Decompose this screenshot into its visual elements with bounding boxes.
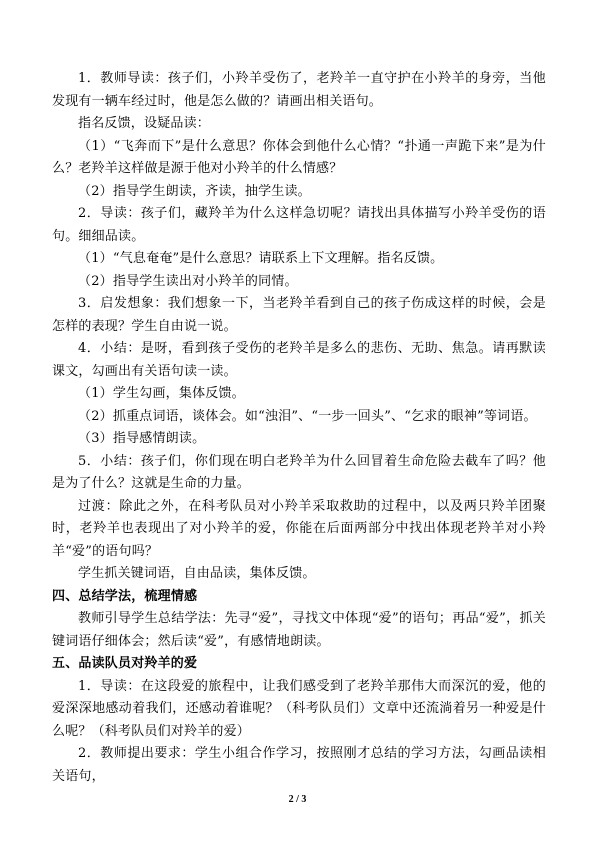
section-heading: 四、总结学法，梳理情感 xyxy=(52,588,198,604)
paragraph: （1）“气息奄奄”是什么意思？请联系上下文理解。指名反馈。 xyxy=(78,251,444,266)
paragraph: 指名反馈，设疑品读： xyxy=(78,116,211,131)
paragraph: （2）指导学生朗读，齐读，抽学生读。 xyxy=(78,183,311,199)
paragraph: 1．教师导读：孩子们，小羚羊受伤了，老羚羊一直守护在小羚羊的身旁，当他发现有一辆车经过时，他是怎么做的？请画出相关语句。 xyxy=(52,71,546,109)
section-heading: 五、品读队员对羚羊的爱 xyxy=(52,656,198,671)
paragraph: 2．教师提出要求：学生小组合作学习，按照刚才总结的学习方法，勾画品读相关语句， xyxy=(52,746,546,784)
paragraph: （2）抓重点词语，谈体会。如“浊泪”、“一步一回头”、“乞求的眼神”等词语。 xyxy=(78,408,537,424)
paragraph: 学生抓关键词语，自由品读，集体反馈。 xyxy=(78,566,316,581)
document-body xyxy=(52,68,546,788)
paragraph: （2）指导学生读出对小羚羊的同情。 xyxy=(78,273,298,289)
paragraph: 2．导读：孩子们，藏羚羊为什么这样急切呢？请找出具体描写小羚羊受伤的语句。细细品读。 xyxy=(52,206,546,244)
paragraph: 5．小结：孩子们，你们现在明白老羚羊为什么回冒着生命危险去截车了吗？他是为了什么？这就是生命的力量。 xyxy=(52,453,546,491)
paragraph: 过渡：除此之外，在科考队员对小羚羊采取救助的过程中，以及两只羚羊团聚时，老羚羊也表现出了对小羚羊的爱，你能在后面两部分中找出体现老羚羊对小羚羊“爱”的语句吗？ xyxy=(52,498,546,559)
paragraph: 教师引导学生总结学法：先寻“爱”，寻找文中体现“爱”的语句；再品“爱”，抓关键词语仔细体会；然后读“爱”，有感情地朗读。 xyxy=(52,611,546,649)
page-number: 2 / 3 xyxy=(288,794,307,805)
paragraph: （3）指导感情朗读。 xyxy=(78,431,206,446)
paragraph: （1）“飞奔而下”是什么意思？你体会到他什么心情？“扑通一声跪下来”是为什么？老羚羊这样做是源于他对小羚羊的什么情感？ xyxy=(52,138,546,176)
paragraph: 4．小结：是呀，看到孩子受伤的老羚羊是多么的悲伤、无助、焦急。请再默读课文，勾画出有关语句读一读。 xyxy=(52,341,546,379)
paragraph: 3．启发想象：我们想象一下，当老羚羊看到自己的孩子伤成这样的时候，会是怎样的表现？学生自由说一说。 xyxy=(52,296,546,334)
paragraph: （1）学生勾画，集体反馈。 xyxy=(78,386,245,401)
paragraph: 1．导读：在这段爱的旅程中，让我们感受到了老羚羊那伟大而深沉的爱，他的爱深深地感动着我们，还感动着谁呢？（科考队员们）文章中还流淌着另一种爱是什么呢？（科考队员们对羚羊的爱） xyxy=(52,678,546,739)
